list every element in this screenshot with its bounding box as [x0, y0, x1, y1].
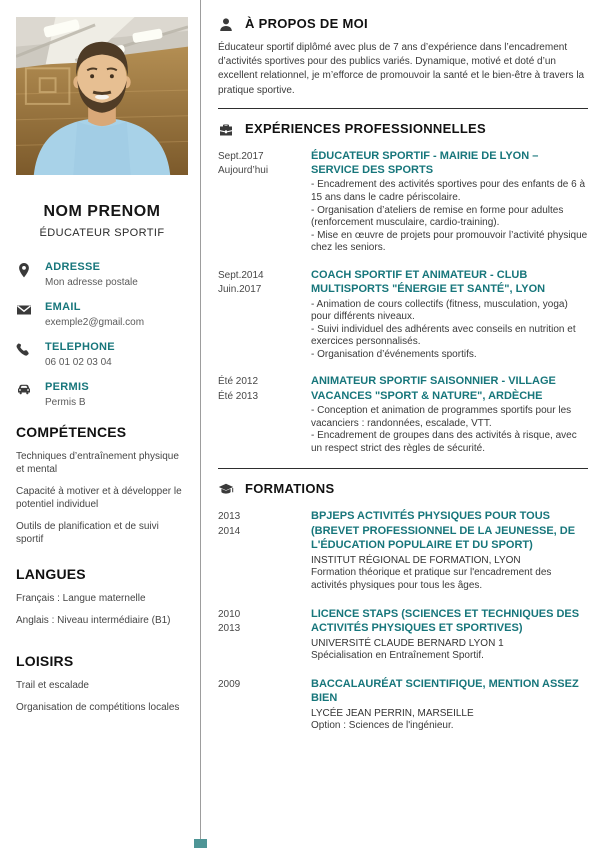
contact-value: exemple2@gmail.com — [45, 317, 145, 328]
experience-entry — [218, 374, 588, 455]
contact-value: 06 01 02 03 04 — [45, 357, 112, 368]
profile-photo — [16, 17, 188, 175]
languages-section — [16, 566, 188, 627]
briefcase-icon — [218, 122, 234, 138]
contact-email — [16, 301, 188, 328]
section-divider — [218, 108, 588, 109]
education-entry — [218, 677, 588, 733]
entry-dates: 2010 2013 — [218, 608, 241, 635]
experience-section — [218, 121, 588, 456]
contact-value: Mon adresse postale — [45, 277, 138, 288]
hobbies-heading: LOISIRS — [16, 653, 74, 669]
education-entry — [218, 509, 588, 592]
car-icon — [16, 381, 33, 408]
contact-address — [16, 261, 188, 288]
entry-bullet: - Encadrement des activités sportives pour des enfants de 6 à 15 ans dans le cadre périscolaire. — [311, 179, 586, 203]
entry-school: INSTITUT RÉGIONAL DE FORMATION, LYON — [311, 555, 521, 567]
entry-bullet: - Suivi individuel des adhérents avec conseils en nutrition et exercices personnalisés. — [311, 323, 576, 348]
hobbies-section — [16, 653, 188, 714]
language-item: Anglais : Niveau intermédiaire (B1) — [16, 615, 171, 626]
contact-value: Permis B — [45, 397, 86, 408]
entry-detail: Option : Sciences de l'ingénieur. — [311, 720, 454, 732]
profile-photo-illustration — [16, 17, 188, 175]
entry-title: ANIMATEUR SPORTIF SAISONNIER - VILLAGE VACANCES "SPORT & NATURE", ARDÈCHE — [311, 375, 556, 402]
education-section — [218, 481, 588, 732]
entry-title: ÉDUCATEUR SPORTIF - MAIRIE DE LYON – SERVICE DES SPORTS — [311, 149, 539, 177]
section-divider — [218, 468, 588, 469]
about-text: Éducateur sportif diplômé avec plus de 7 ans d’expérience dans l’encadrement d’activités sportives pour des publics variés. Dynamique, motivé et doté d’un excellent relationnel, je m’efforce de promouvoir la santé et le bien-être à travers la pratique sportive. — [218, 42, 585, 96]
contact-label: EMAIL — [45, 301, 81, 313]
contact-label: TELEPHONE — [45, 341, 115, 353]
entry-dates: 2009 — [218, 678, 241, 690]
entry-school: UNIVERSITÉ CLAUDE BERNARD LYON 1 — [311, 638, 504, 650]
contact-label: PERMIS — [45, 381, 89, 393]
person-icon — [218, 17, 234, 33]
experience-entry — [218, 149, 588, 255]
entry-title: COACH SPORTIF ET ANIMATEUR - CLUB MULTISPORTS "ÉNERGIE ET SANTÉ", LYON — [311, 268, 546, 296]
candidate-name: NOM PRENOM — [43, 203, 161, 220]
entry-dates: Sept.2014 Juin.2017 — [218, 269, 264, 296]
entry-bullet: - Organisation d’ateliers de remise en forme pour adultes (renforcement musculaire, cardio-training). — [311, 204, 564, 229]
education-heading: FORMATIONS — [245, 481, 335, 497]
entry-bullet: - Animation de cours collectifs (fitness, musculation, yoga) pour différents niveaux. — [311, 298, 568, 323]
skill-item: Outils de planification et de suivi sportif — [16, 521, 159, 545]
entry-title: BACCALAURÉAT SCIENTIFIQUE, MENTION ASSEZ BIEN — [311, 677, 579, 704]
about-heading: À PROPOS DE MOI — [245, 16, 368, 31]
hobby-item: Organisation de compétitions locales — [16, 702, 180, 713]
skill-item: Techniques d’entraînement physique et mental — [16, 451, 179, 475]
contact-label: ADRESSE — [45, 261, 101, 273]
languages-heading: LANGUES — [16, 566, 86, 582]
entry-dates: Été 2012 Été 2013 — [218, 376, 259, 402]
language-item: Français : Langue maternelle — [16, 593, 146, 604]
entry-bullet: - Conception et animation de programmes sportifs pour les vacanciers : randonnées, escalade, VTT. — [311, 405, 572, 429]
sidebar — [0, 0, 200, 723]
entry-bullet: - Organisation d’événements sportifs. — [311, 348, 477, 360]
contact-phone — [16, 341, 188, 368]
page-indicator-marker — [194, 839, 207, 848]
contact-permit — [16, 381, 188, 408]
entry-dates: 2013 2014 — [218, 511, 241, 537]
entry-detail: Spécialisation en Entraînement Sportif. — [311, 650, 484, 662]
skills-section — [16, 424, 188, 546]
entry-detail: Formation théorique et pratique sur l'encadrement des activités physiques pour tous les âges. — [311, 567, 552, 591]
experience-heading: EXPÉRIENCES PROFESSIONNELLES — [245, 120, 487, 136]
skills-heading: COMPÉTENCES — [16, 424, 127, 440]
candidate-job-title: ÉDUCATEUR SPORTIF — [39, 227, 165, 239]
education-entry — [218, 607, 588, 663]
graduation-cap-icon — [218, 482, 234, 498]
column-divider — [200, 0, 201, 848]
location-pin-icon — [16, 261, 33, 288]
entry-dates: Sept.2017 Aujourd’hui — [218, 150, 269, 177]
hobby-item: Trail et escalade — [16, 680, 89, 691]
phone-icon — [16, 341, 33, 368]
contact-list — [16, 261, 188, 408]
entry-title: LICENCE STAPS (SCIENCES ET TECHNIQUES DES ACTIVITÉS PHYSIQUES ET SPORTIVES) — [311, 607, 580, 634]
entry-school: LYCÉE JEAN PERRIN, MARSEILLE — [311, 708, 474, 720]
entry-bullet: - Encadrement de groupes dans des activités à risque, avec un respect strict des règles de sécurité. — [311, 430, 577, 454]
experience-entry — [218, 268, 588, 362]
skill-item: Capacité à motiver et à développer le potentiel individuel — [16, 486, 182, 510]
envelope-icon — [16, 301, 33, 328]
main-column — [218, 16, 588, 747]
about-section — [218, 16, 588, 98]
entry-title: BPJEPS ACTIVITÉS PHYSIQUES POUR TOUS (BREVET PROFESSIONNEL DE LA JEUNESSE, DE L'ÉDUCATION POPULAIRE ET DU SPORT) — [311, 510, 576, 552]
entry-bullet: - Mise en œuvre de projets pour promouvoir l’activité physique chez les seniors. — [311, 229, 588, 254]
